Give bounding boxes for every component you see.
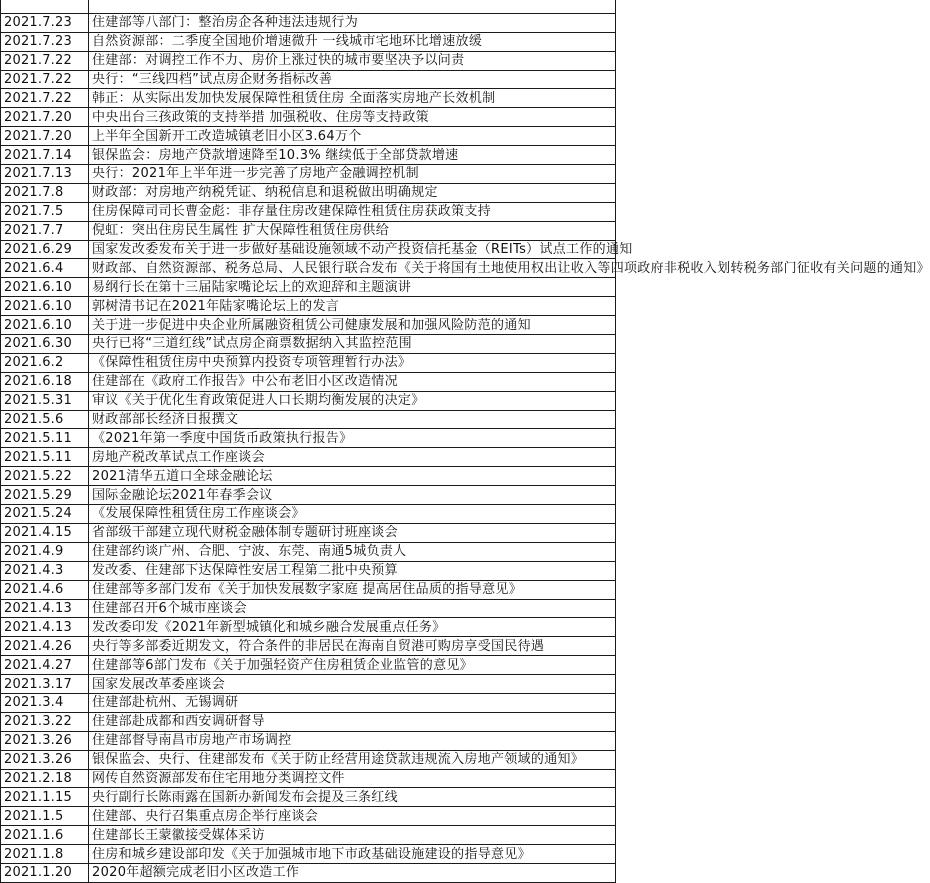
table-row bbox=[1, 561, 616, 580]
date-cell[interactable]: 2021.7.22 bbox=[1, 89, 89, 108]
date-cell[interactable] bbox=[1, 0, 89, 13]
date-cell[interactable]: 2021.2.18 bbox=[1, 769, 89, 788]
table-row bbox=[1, 335, 616, 354]
table-row bbox=[1, 486, 616, 505]
date-cell[interactable]: 2021.1.20 bbox=[1, 863, 89, 882]
event-cell[interactable]: 发改委印发《2021年新型城镇化和城乡融合发展重点任务》 bbox=[89, 618, 616, 637]
table-row bbox=[1, 32, 616, 51]
date-cell[interactable]: 2021.1.6 bbox=[1, 826, 89, 845]
event-cell[interactable]: 《发展保障性租赁住房工作座谈会》 bbox=[89, 505, 616, 524]
event-cell[interactable]: 财政部、自然资源部、税务总局、人民银行联合发布《关于将国有土地使用权出让收入等四项政府非税收入划转税务部门征收有关问题的通知》 bbox=[89, 259, 616, 278]
table-row bbox=[1, 845, 616, 864]
event-cell[interactable]: 房地产税改革试点工作座谈会 bbox=[89, 448, 616, 467]
event-cell[interactable]: 倪虹：突出住房民生属性 扩大保障性租赁住房供给 bbox=[89, 221, 616, 240]
date-cell[interactable]: 2021.4.15 bbox=[1, 523, 89, 542]
event-cell[interactable]: 国家发展改革委座谈会 bbox=[89, 675, 616, 694]
table-row bbox=[1, 505, 616, 524]
date-cell[interactable]: 2021.4.13 bbox=[1, 599, 89, 618]
date-cell[interactable]: 2021.3.17 bbox=[1, 675, 89, 694]
date-cell[interactable]: 2021.6.4 bbox=[1, 259, 89, 278]
table-row bbox=[1, 863, 616, 882]
event-cell[interactable]: 住建部约谈广州、合肥、宁波、东莞、南通5城负责人 bbox=[89, 542, 616, 561]
event-cell[interactable]: 《保障性租赁住房中央预算内投资专项管理暂行办法》 bbox=[89, 353, 616, 372]
table-row bbox=[1, 183, 616, 202]
table-row bbox=[1, 542, 616, 561]
date-cell[interactable]: 2021.5.29 bbox=[1, 486, 89, 505]
date-cell[interactable]: 2021.1.15 bbox=[1, 788, 89, 807]
date-cell[interactable]: 2021.6.10 bbox=[1, 278, 89, 297]
event-cell[interactable]: 国际金融论坛2021年春季会议 bbox=[89, 486, 616, 505]
table-row bbox=[1, 165, 616, 184]
event-cell[interactable]: 发改委、住建部下达保障性安居工程第二批中央预算 bbox=[89, 561, 616, 580]
table-row bbox=[1, 240, 616, 259]
table-row bbox=[1, 656, 616, 675]
event-cell[interactable]: 住建部等多部门发布《关于加快发展数字家庭 提高居住品质的指导意见》 bbox=[89, 580, 616, 599]
table-row bbox=[1, 70, 616, 89]
table-row bbox=[1, 353, 616, 372]
event-cell[interactable]: 国家发改委发布关于进一步做好基础设施领域不动产投资信托基金（REITs）试点工作的通知 bbox=[89, 240, 616, 259]
event-cell[interactable]: 住建部赴杭州、无锡调研 bbox=[89, 693, 616, 712]
event-cell[interactable]: 住建部等八部门：整治房企各种违法违规行为 bbox=[89, 13, 616, 32]
table-row bbox=[1, 788, 616, 807]
table-row bbox=[1, 108, 616, 127]
date-cell[interactable]: 2021.6.18 bbox=[1, 372, 89, 391]
table-row bbox=[1, 467, 616, 486]
table-row bbox=[1, 731, 616, 750]
date-cell[interactable]: 2021.1.8 bbox=[1, 845, 89, 864]
event-cell[interactable]: 央行：2021年上半年进一步完善了房地产金融调控机制 bbox=[89, 165, 616, 184]
date-cell[interactable]: 2021.5.11 bbox=[1, 429, 89, 448]
table-row bbox=[1, 693, 616, 712]
date-cell[interactable]: 2021.4.13 bbox=[1, 618, 89, 637]
date-cell[interactable]: 2021.4.27 bbox=[1, 656, 89, 675]
table-row bbox=[1, 316, 616, 335]
table-row bbox=[1, 127, 616, 146]
table-row bbox=[1, 618, 616, 637]
event-cell[interactable]: 央行副行长陈雨露在国新办新闻发布会提及三条红线 bbox=[89, 788, 616, 807]
event-cell[interactable]: 银保监会：房地产贷款增速降至10.3% 继续低于全部贷款增速 bbox=[89, 146, 616, 165]
table-row bbox=[1, 637, 616, 656]
table-body bbox=[1, 0, 930, 882]
table-row bbox=[1, 580, 616, 599]
date-cell[interactable]: 2021.7.5 bbox=[1, 202, 89, 221]
date-cell[interactable]: 2021.1.5 bbox=[1, 807, 89, 826]
date-cell[interactable]: 2021.7.23 bbox=[1, 13, 89, 32]
event-cell[interactable]: 2020年超额完成老旧小区改造工作 bbox=[89, 863, 616, 882]
date-cell[interactable]: 2021.3.22 bbox=[1, 712, 89, 731]
date-cell[interactable]: 2021.7.22 bbox=[1, 70, 89, 89]
event-cell[interactable]: 2021清华五道口全球金融论坛 bbox=[89, 467, 616, 486]
date-cell[interactable]: 2021.5.31 bbox=[1, 391, 89, 410]
date-cell[interactable]: 2021.6.30 bbox=[1, 335, 89, 354]
table-row bbox=[1, 769, 616, 788]
event-cell[interactable]: 住房和城乡建设部印发《关于加强城市地下市政基础设施建设的指导意见》 bbox=[89, 845, 616, 864]
date-cell[interactable]: 2021.7.8 bbox=[1, 183, 89, 202]
event-cell[interactable]: 央行：“三线四档”试点房企财务指标改善 bbox=[89, 70, 616, 89]
table-row bbox=[1, 807, 616, 826]
table-row bbox=[1, 448, 616, 467]
table-row bbox=[1, 410, 616, 429]
event-cell[interactable]: 省部级干部建立现代财税金融体制专题研讨班座谈会 bbox=[89, 523, 616, 542]
table-row bbox=[1, 221, 616, 240]
table-row bbox=[1, 712, 616, 731]
date-cell[interactable]: 2021.5.22 bbox=[1, 467, 89, 486]
date-cell[interactable]: 2021.6.29 bbox=[1, 240, 89, 259]
table-row bbox=[1, 51, 616, 70]
table-row bbox=[1, 523, 616, 542]
event-cell[interactable]: 银保监会、央行、住建部发布《关于防止经营用途贷款违规流入房地产领域的通知》 bbox=[89, 750, 616, 769]
event-cell[interactable]: 住建部、央行召集重点房企举行座谈会 bbox=[89, 807, 616, 826]
table-row bbox=[1, 372, 616, 391]
date-cell[interactable]: 2021.3.26 bbox=[1, 731, 89, 750]
table-row bbox=[1, 278, 616, 297]
event-cell[interactable]: 住建部赴成都和西安调研督导 bbox=[89, 712, 616, 731]
table-row bbox=[1, 750, 616, 769]
table-row bbox=[1, 297, 616, 316]
event-cell[interactable]: 住建部：对调控工作不力、房价上涨过快的城市要坚决予以问责 bbox=[89, 51, 616, 70]
event-cell[interactable]: 上半年全国新开工改造城镇老旧小区3.64万个 bbox=[89, 127, 616, 146]
date-cell[interactable]: 2021.7.20 bbox=[1, 108, 89, 127]
date-cell[interactable]: 2021.3.4 bbox=[1, 693, 89, 712]
event-cell[interactable]: 住建部等6部门发布《关于加强轻资产住房租赁企业监管的意见》 bbox=[89, 656, 616, 675]
date-cell[interactable]: 2021.7.7 bbox=[1, 221, 89, 240]
event-cell[interactable]: 易纲行长在第十三届陆家嘴论坛上的欢迎辞和主题演讲 bbox=[89, 278, 616, 297]
table-row bbox=[1, 599, 616, 618]
event-cell[interactable] bbox=[89, 0, 616, 13]
date-cell[interactable]: 2021.5.11 bbox=[1, 448, 89, 467]
event-cell[interactable]: 住房保障司司长曹金彪：非存量住房改建保障性租赁住房获政策支持 bbox=[89, 202, 616, 221]
table-row bbox=[1, 146, 616, 165]
table-row bbox=[1, 429, 616, 448]
date-cell[interactable]: 2021.4.26 bbox=[1, 637, 89, 656]
date-cell[interactable]: 2021.3.26 bbox=[1, 750, 89, 769]
event-cell[interactable]: 自然资源部：二季度全国地价增速微升 一线城市宅地环比增速放缓 bbox=[89, 32, 616, 51]
date-cell[interactable]: 2021.7.23 bbox=[1, 32, 89, 51]
event-cell[interactable]: 中央出台三孩政策的支持举措 加强税收、住房等支持政策 bbox=[89, 108, 616, 127]
event-cell[interactable]: 网传自然资源部发布住宅用地分类调控文件 bbox=[89, 769, 616, 788]
event-cell[interactable]: 央行已将“三道红线”试点房企商票数据纳入其监控范围 bbox=[89, 335, 616, 354]
event-cell[interactable]: 韩正：从实际出发加快发展保障性租赁住房 全面落实房地产长效机制 bbox=[89, 89, 616, 108]
table-row bbox=[1, 89, 616, 108]
event-cell[interactable]: 郭树清书记在2021年陆家嘴论坛上的发言 bbox=[89, 297, 616, 316]
event-cell[interactable]: 审议《关于优化生育政策促进人口长期均衡发展的决定》 bbox=[89, 391, 616, 410]
date-cell[interactable]: 2021.7.22 bbox=[1, 51, 89, 70]
date-cell[interactable]: 2021.6.10 bbox=[1, 297, 89, 316]
event-cell[interactable]: 住建部督导南昌市房地产市场调控 bbox=[89, 731, 616, 750]
event-cell[interactable]: 住建部召开6个城市座谈会 bbox=[89, 599, 616, 618]
event-cell[interactable]: 关于进一步促进中央企业所属融资租赁公司健康发展和加强风险防范的通知 bbox=[89, 316, 616, 335]
event-cell[interactable]: 财政部部长经济日报撰文 bbox=[89, 410, 616, 429]
table-row bbox=[1, 675, 616, 694]
table-row bbox=[1, 259, 616, 278]
date-cell[interactable]: 2021.5.6 bbox=[1, 410, 89, 429]
table-row bbox=[1, 0, 616, 13]
table-row bbox=[1, 391, 616, 410]
date-cell[interactable]: 2021.4.3 bbox=[1, 561, 89, 580]
event-cell[interactable]: 财政部：对房地产纳税凭证、纳税信息和退税做出明确规定 bbox=[89, 183, 616, 202]
date-cell[interactable]: 2021.4.6 bbox=[1, 580, 89, 599]
date-cell[interactable]: 2021.4.9 bbox=[1, 542, 89, 561]
date-cell[interactable]: 2021.6.2 bbox=[1, 353, 89, 372]
event-cell[interactable]: 住建部长王蒙徽接受媒体采访 bbox=[89, 826, 616, 845]
event-cell[interactable]: 住建部在《政府工作报告》中公布老旧小区改造情况 bbox=[89, 372, 616, 391]
date-cell[interactable]: 2021.6.10 bbox=[1, 316, 89, 335]
date-cell[interactable]: 2021.7.14 bbox=[1, 146, 89, 165]
event-cell[interactable]: 央行等多部委近期发文，符合条件的非居民在海南自贸港可购房享受国民待遇 bbox=[89, 637, 616, 656]
event-cell[interactable]: 《2021年第一季度中国货币政策执行报告》 bbox=[89, 429, 616, 448]
table-row bbox=[1, 202, 616, 221]
date-cell[interactable]: 2021.5.24 bbox=[1, 505, 89, 524]
date-cell[interactable]: 2021.7.20 bbox=[1, 127, 89, 146]
table-row bbox=[1, 826, 616, 845]
table-row bbox=[1, 13, 616, 32]
date-cell[interactable]: 2021.7.13 bbox=[1, 165, 89, 184]
